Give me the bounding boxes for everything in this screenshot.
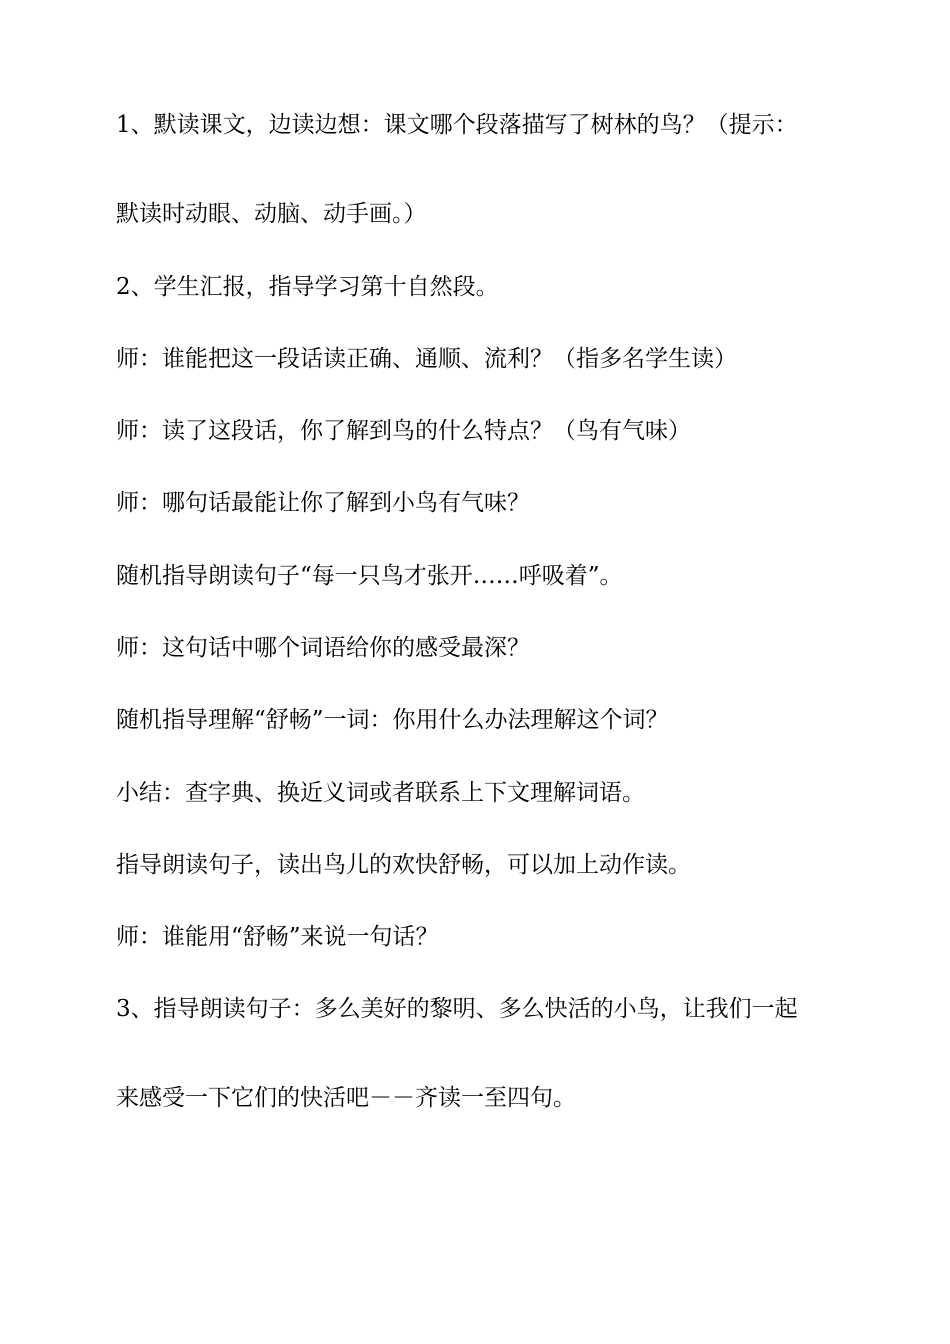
step-1-question: 1、默读课文，边读边想：课文哪个段落描写了树林的鸟？（提示：	[116, 112, 798, 138]
teacher-line-which-word: 师：这句话中哪个词语给你的感受最深？	[116, 635, 530, 661]
teacher-line-which-sentence: 师：哪句话最能让你了解到小鸟有气味？	[116, 490, 530, 516]
step-1-hint: 默读时动眼、动脑、动手画。）	[116, 201, 427, 227]
step-3-continuation: 来感受一下它们的快活吧－－齐读一至四句。	[116, 1085, 576, 1111]
guided-reading-actions: 指导朗读句子，读出鸟儿的欢快舒畅，可以加上动作读。	[116, 852, 691, 878]
guided-word-understanding: 随机指导理解“舒畅”一词：你用什么办法理解这个词？	[116, 707, 669, 733]
teacher-line-make-sentence: 师：谁能用“舒畅”来说一句话？	[116, 924, 439, 950]
teacher-line-read-correctly: 师：谁能把这一段话读正确、通顺、流利？（指多名学生读）	[116, 346, 737, 372]
step-2-heading: 2、学生汇报，指导学习第十自然段。	[116, 274, 499, 300]
teacher-line-bird-feature: 师：读了这段话，你了解到鸟的什么特点？（鸟有气味）	[116, 418, 691, 444]
guided-reading-sentence: 随机指导朗读句子“每一只鸟才张开……呼吸着”。	[116, 563, 623, 589]
step-3-heading: 3、指导朗读句子：多么美好的黎明、多么快活的小鸟，让我们一起	[116, 996, 798, 1022]
summary-line: 小结：查字典、换近义词或者联系上下文理解词语。	[116, 780, 645, 806]
